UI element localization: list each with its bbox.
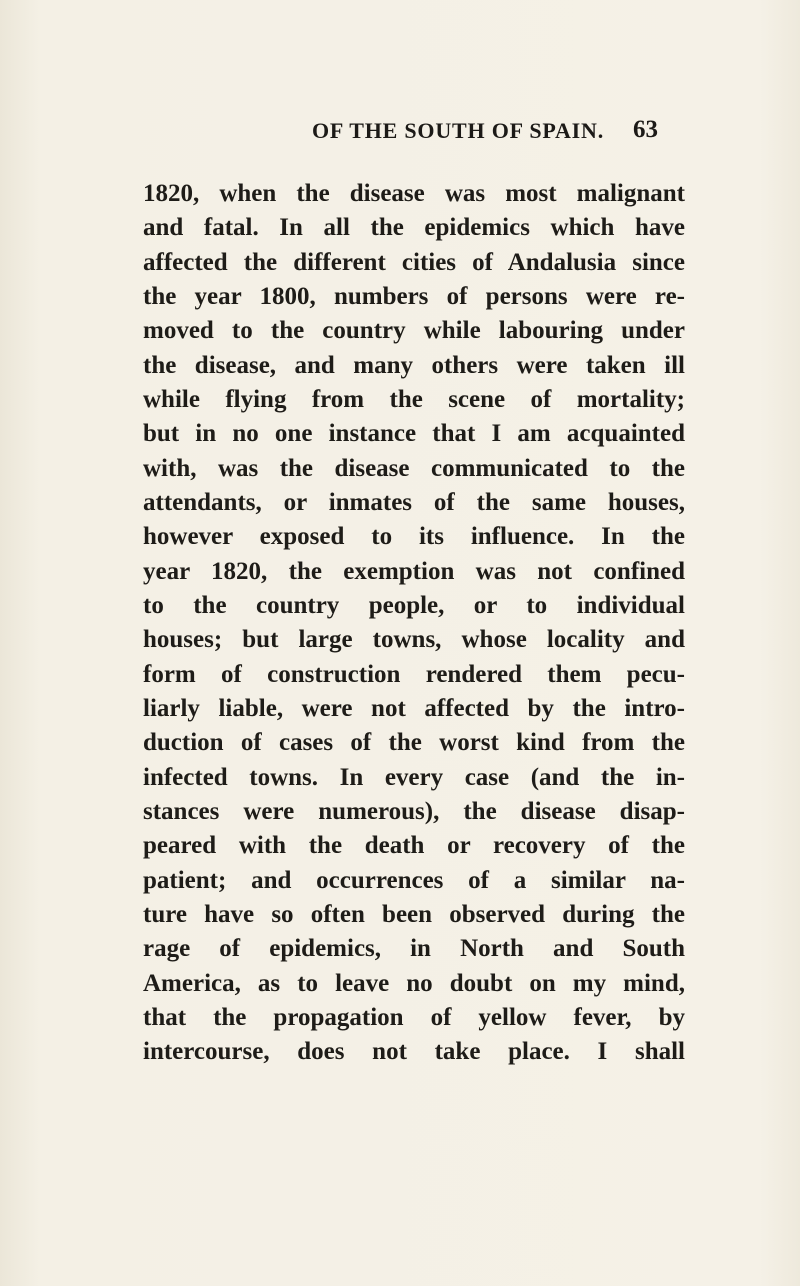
text-line: form of construction rendered them pecu- [143,660,685,688]
running-title: OF THE SOUTH OF SPAIN. [312,118,605,143]
text-line: attendants, or inmates of the same houses, [143,488,685,516]
text-line: and fatal. In all the epidemics which have [143,214,685,242]
text-line: but in no one instance that I am acquainted [143,420,685,448]
text-line: ture have so often been observed during the [143,900,685,928]
text-line: stances were numerous), the disease disap- [143,797,685,825]
text-line: intercourse, does not take place. I shall [143,1038,685,1066]
text-line: infected towns. In every case (and the in- [143,763,685,791]
text-line: liarly liable, were not affected by the intro- [143,694,685,722]
text-line: peared with the death or recovery of the [143,832,685,860]
body-text [143,177,685,1070]
text-line: that the propagation of yellow fever, by [143,1003,685,1031]
text-line: however exposed to its influence. In the [143,523,685,551]
page-number: 63 [633,116,658,143]
text-line: 1820, when the disease was most malignant [143,180,685,207]
text-line: year 1820, the exemption was not confined [143,557,685,585]
text-line: the disease, and many others were taken ill [143,351,685,379]
text-line: to the country people, or to individual [143,591,685,619]
text-line: America, as to leave no doubt on my mind, [143,969,685,997]
text-line: while flying from the scene of mortality; [143,385,685,413]
text-line: moved to the country while labouring under [143,317,685,345]
text-line: affected the different cities of Andalusia since [143,248,685,276]
running-head [0,118,800,158]
text-line: with, was the disease communicated to the [143,454,685,482]
text-line: duction of cases of the worst kind from the [143,729,685,757]
text-line: patient; and occurrences of a similar na- [143,866,685,894]
text-line: houses; but large towns, whose locality and [143,626,685,654]
text-line: the year 1800, numbers of persons were re- [143,282,685,310]
text-line: rage of epidemics, in North and South [143,935,685,963]
